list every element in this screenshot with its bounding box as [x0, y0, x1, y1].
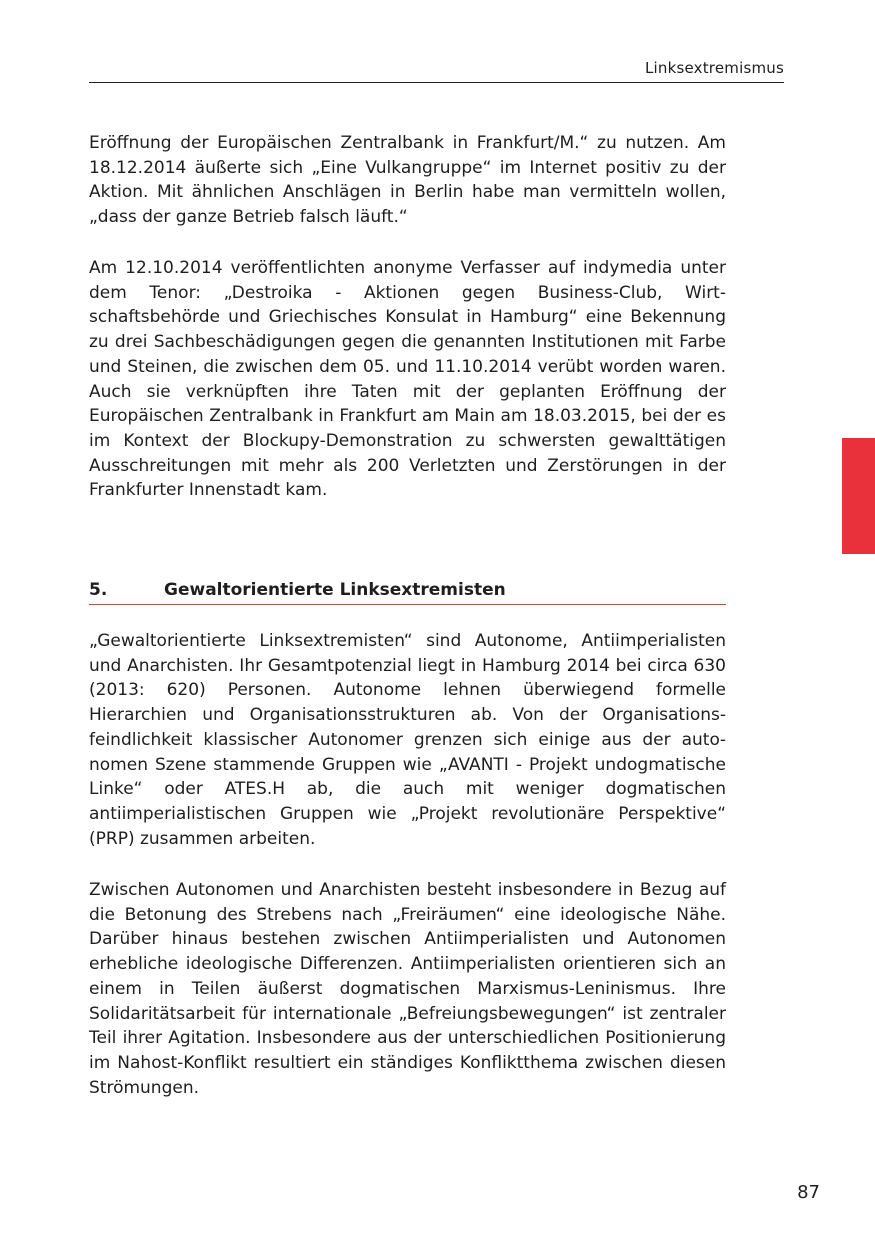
- section-heading: [89, 580, 726, 604]
- running-title: Linksextremismus: [644, 59, 784, 77]
- header-rule: [89, 82, 784, 83]
- body-paragraph-3: „Gewaltorientierte Linksextremisten“ sind Autonome, Antiimperialisten und Anarchisten. Ihr Gesamtpotenzial liegt in Hamburg 2014 bei circa 630 (2013: 620) Personen. Autonome lehnen überwiegend formelle Hierarchien und Organisationsstrukturen ab. Von der Organisationsfeindlichkeit klassischer Autonomer grenzen sich einige aus der autonomen Szene stammende Gruppen wie „AVANTI - Projekt undogmatische Linke“ oder ATES.H ab, die auch mit weniger dogmatischen antiimperialistischen Gruppen wie „Projekt revolutionäre Perspektive“ (PRP) zusammen arbeiten.: [89, 631, 726, 849]
- body-paragraph-2: Am 12.10.2014 veröffentlichten anonyme Verfasser auf indymedia unter dem Tenor: „Destroika - Aktionen gegen Business-Club, Wirtschaftsbehörde und Griechisches Konsulat in Hamburg“ eine Bekennung zu drei Sachbeschädigungen gegen die genannten Institutionen mit Farbe und Steinen, die zwischen dem 05. und 11.10.2014 verübt worden waren. Auch sie verknüpften ihre Taten mit der geplanten Eröffnung der Europäischen Zentralbank in Frankfurt am Main am 18.03.2015, bei der es im Kontext der Blockupy-Demonstration zu schwersten gewalttätigen Ausschreitungen mit mehr als 200 Verletzten und Zerstörungen in der Frankfurter Innenstadt kam.: [89, 258, 726, 501]
- page-number: 87: [797, 1182, 820, 1203]
- body-paragraph-4: Zwischen Autonomen und Anarchisten besteht insbesondere in Bezug auf die Betonung des Strebens nach „Freiräumen“ eine ideologische Nähe. Darüber hinaus bestehen zwischen Antiimperialisten und Autonomen erhebliche ideologische Differenzen. Antiimperialisten orientieren sich an einem in Teilen äußerst dogmatischen Marxismus-Leninismus. Ihre Solidaritätsarbeit für internationale „Befreiungsbewegungen“ ist zentraler Teil ihrer Agitation. Insbesondere aus der unterschiedlichen Positionierung im Nahost-Konflikt resultiert ein ständiges Konfliktthema zwischen diesen Strömungen.: [89, 880, 726, 1098]
- section-rule: [89, 604, 726, 605]
- section-title: Gewaltorientierte Linksextremisten: [164, 580, 506, 600]
- body-paragraph-1: Eröffnung der Europäischen Zentralbank in Frankfurt/M.“ zu nutzen. Am 18.12.2014 äußerte sich „Eine Vulkangruppe“ im Internet positiv zu der Aktion. Mit ähnlichen Anschlägen in Berlin habe man vermitteln wollen, „dass der ganze Betrieb falsch läuft.“: [89, 133, 726, 228]
- section-number: 5.: [89, 580, 108, 600]
- chapter-tab-marker: [842, 438, 875, 554]
